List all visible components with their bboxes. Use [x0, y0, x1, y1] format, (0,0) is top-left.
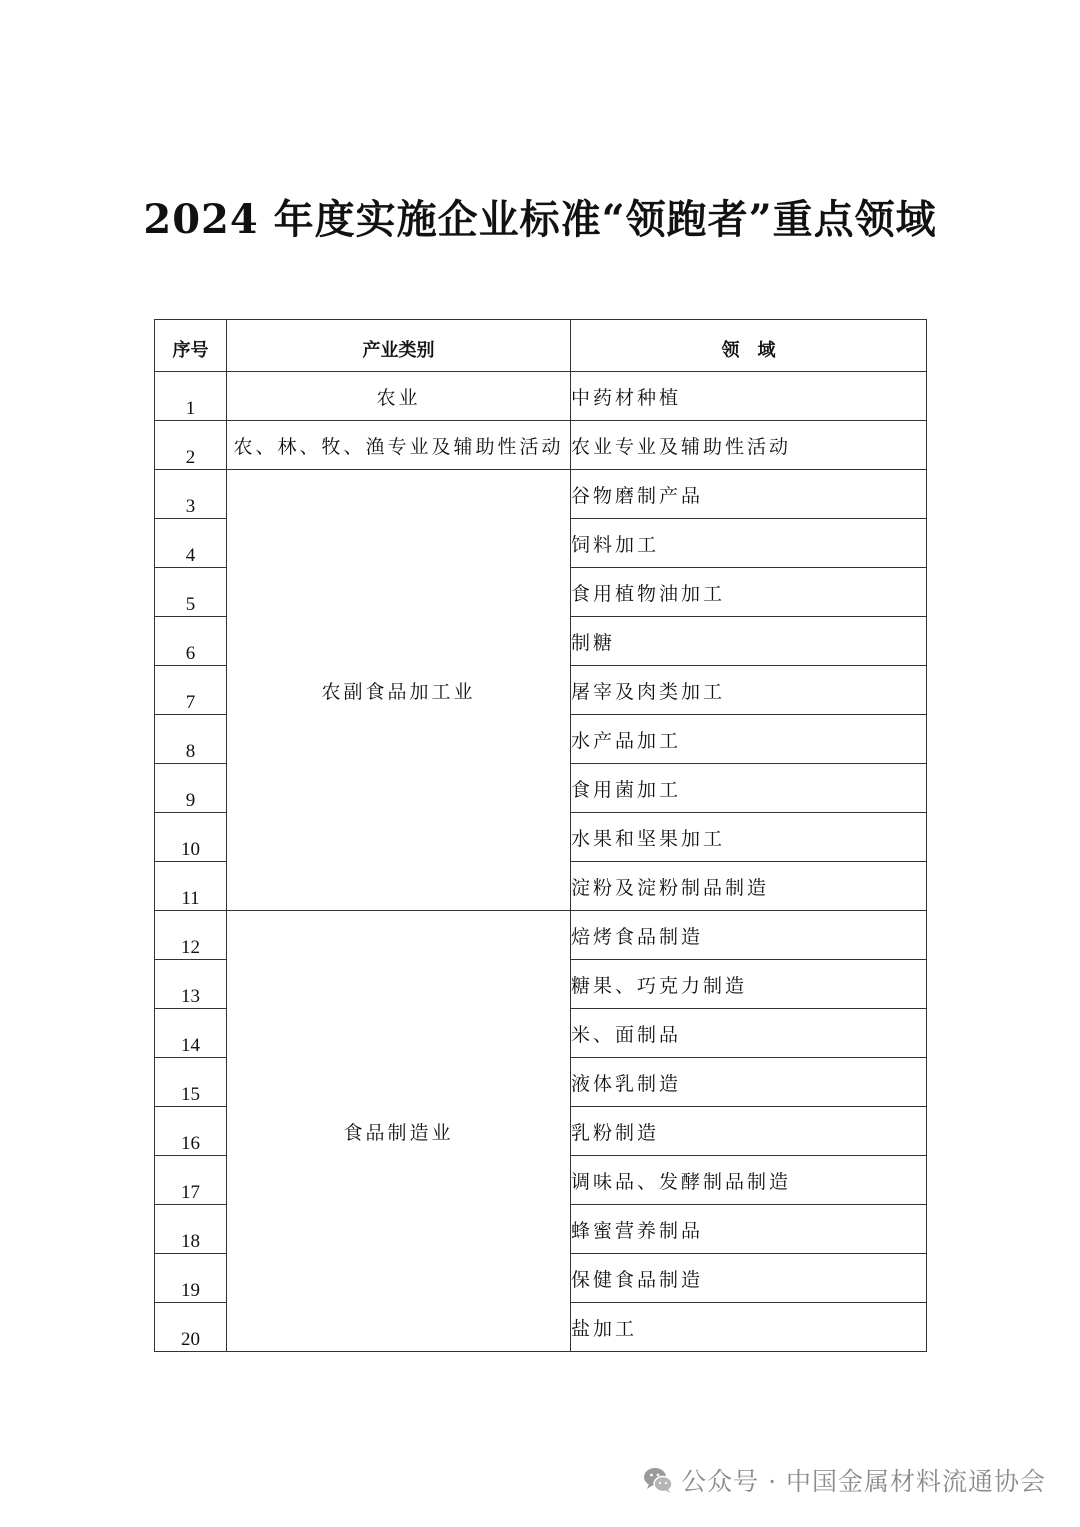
domain-field: 食用植物油加工	[571, 568, 927, 617]
domain-field: 中药材种植	[571, 372, 927, 421]
wechat-icon	[643, 1466, 673, 1494]
domain-field: 屠宰及肉类加工	[571, 666, 927, 715]
domain-field: 焙烤食品制造	[571, 911, 927, 960]
row-number: 10	[155, 813, 227, 862]
domain-field: 饲料加工	[571, 519, 927, 568]
row-number: 11	[155, 862, 227, 911]
domain-field: 蜂蜜营养制品	[571, 1205, 927, 1254]
table-row	[155, 470, 927, 519]
row-number: 6	[155, 617, 227, 666]
domain-table	[154, 319, 927, 1352]
domain-field: 糖果、巧克力制造	[571, 960, 927, 1009]
row-number: 18	[155, 1205, 227, 1254]
row-number: 3	[155, 470, 227, 519]
domain-field: 盐加工	[571, 1303, 927, 1352]
domain-field: 农业专业及辅助性活动	[571, 421, 927, 470]
header-category: 产业类别	[227, 320, 571, 372]
domain-field: 谷物磨制产品	[571, 470, 927, 519]
domain-field: 制糖	[571, 617, 927, 666]
domain-field: 保健食品制造	[571, 1254, 927, 1303]
table-row	[155, 911, 927, 960]
domain-field: 调味品、发酵制品制造	[571, 1156, 927, 1205]
row-number: 17	[155, 1156, 227, 1205]
row-number: 4	[155, 519, 227, 568]
row-number: 12	[155, 911, 227, 960]
watermark-text: 公众号 · 中国金属材料流通协会	[681, 1467, 1046, 1496]
industry-category: 食品制造业	[227, 911, 571, 1352]
domain-field: 淀粉及淀粉制品制造	[571, 862, 927, 911]
row-number: 9	[155, 764, 227, 813]
industry-category: 农副食品加工业	[227, 470, 571, 911]
domain-field: 液体乳制造	[571, 1058, 927, 1107]
table-header-row	[155, 320, 927, 372]
row-number: 15	[155, 1058, 227, 1107]
domain-field: 水产品加工	[571, 715, 927, 764]
watermark	[643, 1462, 1046, 1498]
row-number: 16	[155, 1107, 227, 1156]
table-row	[155, 372, 927, 421]
industry-category: 农业	[227, 372, 571, 421]
domain-field: 水果和坚果加工	[571, 813, 927, 862]
header-field: 领 域	[571, 320, 927, 372]
table-body	[155, 372, 927, 1352]
row-number: 19	[155, 1254, 227, 1303]
row-number: 14	[155, 1009, 227, 1058]
domain-field: 米、面制品	[571, 1009, 927, 1058]
row-number: 8	[155, 715, 227, 764]
domain-field: 食用菌加工	[571, 764, 927, 813]
row-number: 2	[155, 421, 227, 470]
page-title: 2024 年度实施企业标准“领跑者”重点领域	[143, 196, 937, 243]
domain-field: 乳粉制造	[571, 1107, 927, 1156]
header-no: 序号	[155, 320, 227, 372]
industry-category: 农、林、牧、渔专业及辅助性活动	[227, 421, 571, 470]
row-number: 13	[155, 960, 227, 1009]
row-number: 20	[155, 1303, 227, 1352]
row-number: 5	[155, 568, 227, 617]
row-number: 7	[155, 666, 227, 715]
table-row	[155, 421, 927, 470]
row-number: 1	[155, 372, 227, 421]
